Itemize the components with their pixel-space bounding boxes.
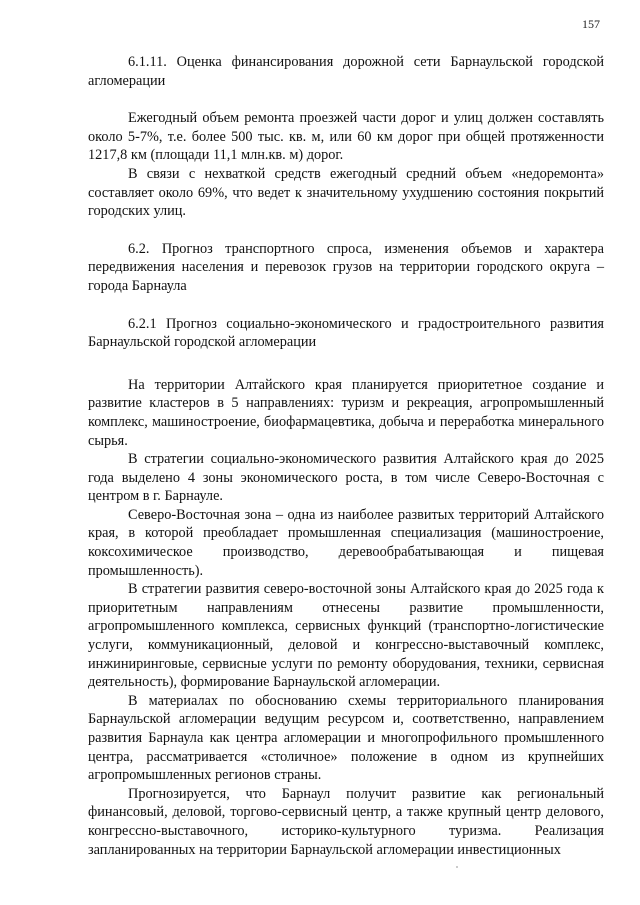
- paragraph-growth-zones: В стратегии социально-экономического развития Алтайского края до 2025 года выделено 4 зоны экономического роста, в том числе Северо-Восточная с центром в г. Барнауле.: [88, 451, 604, 505]
- scan-speck: [456, 866, 458, 868]
- paragraph-clusters: На территории Алтайского края планируется приоритетное создание и развитие кластеров в 5 направлениях: туризм и рекреация, агропромышленный комплекс, машиностроение, биофармацевтика, добыча и переработка минерального сырья.: [88, 376, 604, 449]
- page-number: 157: [582, 17, 600, 31]
- paragraph-repair-volume: Ежегодный объем ремонта проезжей части дорог и улиц должен составлять около 5-7%, т.е. более 500 тыс. кв. м, или 60 км дорог при общей протяженности 1217,8 км (площади 11,1 млн.кв. м) дорог.: [88, 110, 604, 164]
- section-heading-6-2-1: 6.2.1 Прогноз социально-экономического и градостроительного развития Барнаульской городской агломерации: [88, 315, 604, 351]
- paragraph-territorial-planning: В материалах по обоснованию схемы территориального планирования Барнаульской агломерации ведущим ресурсом и, соответственно, направлением развития Барнаула как центра агломерации и многопрофильного промышленного центра, рассматривается «столичное» положение в одном из крупнейших агропромышленных регионов страны.: [88, 692, 604, 784]
- document-body: [88, 53, 604, 859]
- paragraph-northeast-strategy: В стратегии развития северо-восточной зоны Алтайского края до 2025 года к приоритетным направлениям отнесены развитие промышленности, агропромышленного комплекса, сервисных функций (транспортно-логистические услуги, коммуникационный, деловой и конгрессно-выставочный комплекс, инжиниринговые, сервисные услуги по ремонту оборудования, техники, сервисная деятельность), формирование Барнаульской агломерации.: [88, 581, 604, 691]
- paragraph-forecast: Прогнозируется, что Барнаул получит развитие как региональный финансовый, деловой, торгово-сервисный центр, а также крупный центр делового, конгрессно-выставочного, историко-культурного туризма. Реализация запланированных на территории Барнаульской агломерации инвестиционных: [88, 785, 604, 858]
- section-heading-6-2: 6.2. Прогноз транспортного спроса, изменения объемов и характера передвижения населения и перевозок грузов на территории городского округа – города Барнаула: [88, 240, 604, 294]
- section-heading-6-1-11: 6.1.11. Оценка финансирования дорожной сети Барнаульской городской агломерации: [88, 54, 604, 89]
- paragraph-underrepair: В связи с нехваткой средств ежегодный средний объем «недоремонта» составляет около 69%, что ведет к значительному ухудшению состояния покрытий городских улиц.: [88, 165, 604, 220]
- paragraph-northeast-zone: Северо-Восточная зона – одна из наиболее развитых территорий Алтайского края, в которой преобладает промышленная специализация (машиностроение, коксохимическое производство, деревообрабатывающая и пищевая промышленность).: [88, 506, 604, 579]
